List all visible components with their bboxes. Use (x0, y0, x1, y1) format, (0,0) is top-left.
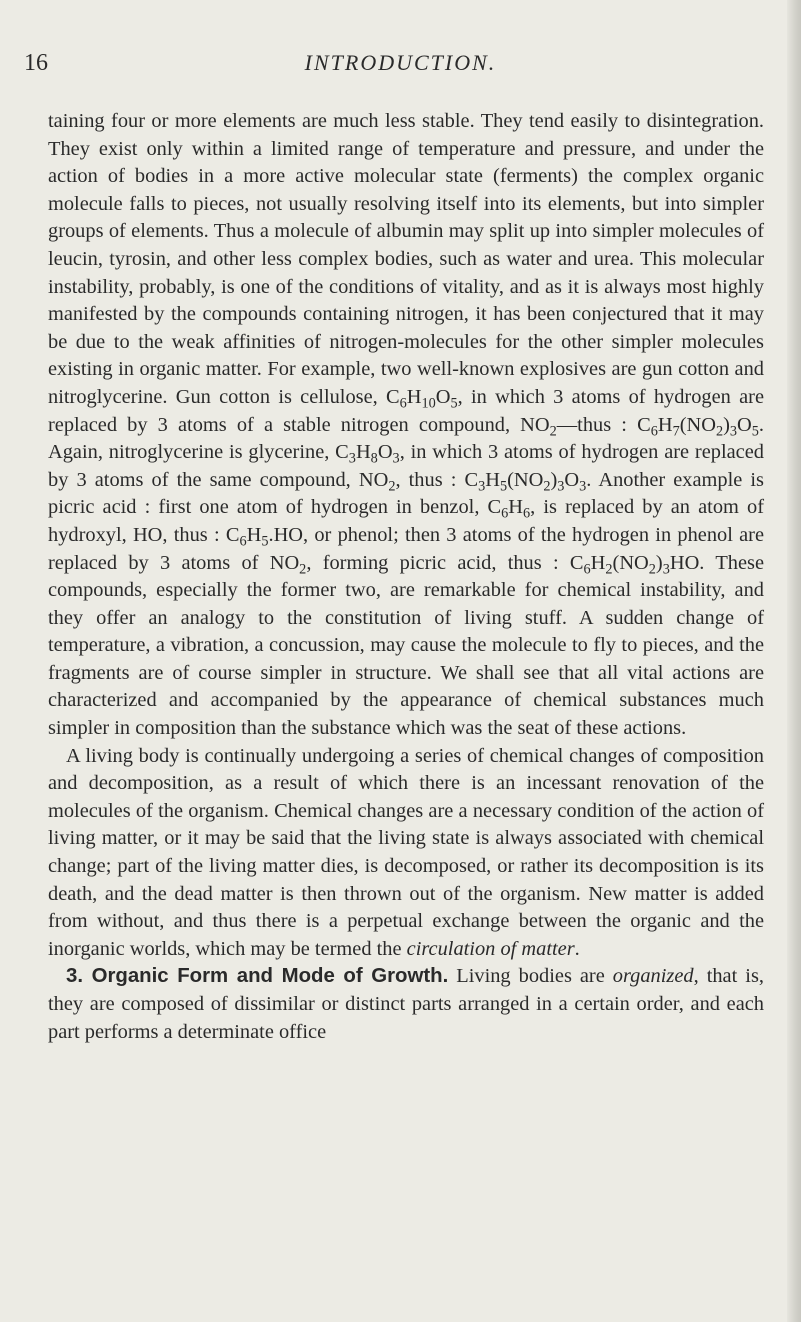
text-run: HO. These compounds, especially the former two, are remarkable for chemical instability, and they offer an analogy to the constitution of living stuff. A sudden change of temperature, a vibration, a concussion, may cause the molecule to fly to pieces, and the fragments are of course simpler in structure. We shall see that all vital actions are characterized and accompanied by the appearance of chemical substances much simpler in composition than the substance which was the seat of these actions. (48, 551, 765, 740)
subscript: 2 (299, 560, 307, 577)
subscript: 7 (672, 422, 680, 439)
text-run: H (246, 523, 262, 546)
text-run: , thus : C (395, 468, 479, 491)
subscript: 10 (421, 395, 436, 412)
subscript: 6 (239, 533, 247, 550)
paragraph (48, 108, 764, 743)
text-run: ) (550, 468, 558, 491)
subscript: 2 (715, 422, 724, 439)
subscript: 2 (543, 478, 551, 494)
text-run: H (590, 551, 606, 574)
text-run: ) (723, 413, 730, 436)
text-run: H (485, 468, 500, 491)
subscript: 6 (523, 505, 531, 522)
body-text (48, 108, 764, 1046)
text-run: ) (655, 551, 663, 574)
text-run: . Another example is picric acid : first one atom of hydrogen in benzol, C (48, 468, 764, 519)
subscript: 5 (499, 478, 508, 494)
subscript: 6 (583, 560, 591, 577)
subscript: 5 (261, 533, 269, 550)
text-run: . Again, nitroglycerine is glycerine, C (48, 413, 765, 464)
text-run: (NO (612, 551, 649, 574)
italic-text: circulation of matter (406, 937, 575, 960)
subscript: 3 (579, 478, 587, 494)
text-run: , that is, they are composed of dissimilar or distinct parts arranged in a certain order, and each part performs a determinate office (48, 965, 764, 1043)
subscript: 3 (348, 450, 356, 467)
text-run: H (508, 496, 524, 519)
text-run: O (435, 385, 451, 408)
subscript: 2 (648, 560, 656, 577)
running-head: INTRODUCTION. (304, 50, 497, 75)
text-run: O (737, 413, 752, 436)
italic-text: organized (612, 965, 694, 988)
text-run: O (377, 441, 393, 464)
section-heading: 3. Organic Form and Mode of Growth. (66, 965, 449, 988)
subscript: 5 (751, 422, 759, 439)
subscript: 6 (501, 505, 509, 522)
subscript: 5 (450, 395, 458, 412)
text-run: (NO (507, 468, 544, 491)
text-run: . (574, 937, 580, 960)
subscript: 3 (729, 422, 738, 439)
text-run: , forming picric acid, thus : C (306, 551, 584, 574)
page-edge-shadow (787, 0, 801, 1322)
text-run: H (406, 385, 422, 408)
subscript: 3 (662, 560, 670, 577)
text-run: , in which 3 atoms of hydrogen are replaced by 3 atoms of the same compound, NO (48, 441, 764, 491)
paragraph (48, 743, 764, 964)
text-run: taining four or more elements are much less stable. They tend easily to disintegration. They exist only within a limited range of temperature and pressure, and under the action of bodies in a more active molecular state (ferments) the complex organic molecule falls to pieces, not usually resolving itself into its elements, but into simpler groups of elements. Thus a molecule of albumin may split up into simpler molecules of leucin, tyrosin, and other less complex bodies, such as water and urea. This molecular instability, probably, is one of the conditions of vitality, and as it is always most highly manifested by the compounds containing nitrogen, it has been conjectured that it may be due to the weak affinities of nitrogen-molecules for the other simpler molecules existing in organic matter. For example, two well-known explosives are gun cotton and nitroglycerine. Gun cotton is cellulose, C (48, 110, 764, 408)
text-run: H (657, 413, 673, 436)
text-run: H (355, 441, 371, 464)
text-run: O (564, 468, 580, 491)
subscript: 6 (399, 395, 407, 412)
subscript: 3 (478, 478, 486, 494)
subscript: 2 (388, 478, 396, 494)
subscript: 3 (392, 450, 400, 467)
text-run: —thus : C (556, 413, 651, 436)
text-run: , is replaced by an atom of hydroxyl, HO, thus : C (48, 496, 764, 546)
page-number: 16 (24, 50, 48, 76)
subscript: 8 (370, 450, 378, 467)
subscript: 2 (605, 560, 613, 577)
text-run: (NO (679, 413, 716, 436)
subscript: 2 (549, 422, 557, 439)
text-run: , in which 3 atoms of hydrogen are replaced by 3 atoms of a stable nitrogen compound, NO (48, 385, 765, 436)
subscript: 3 (557, 478, 565, 494)
paragraph (48, 963, 764, 1046)
subscript: 6 (650, 422, 658, 439)
text-run: A living body is continually undergoing a series of chemical changes of composition and decomposition, as a result of which there is an incessant renovation of the molecules of the organism. Chemical changes are a necessary condition of the action of living matter, or it may be said that the living state is always associated with chemical change; part of the living matter dies, is decomposed, or rather its decomposition is its death, and the dead matter is then thrown out of the organism. New matter is added from without, and thus there is a perpetual exchange between the organic and the inorganic worlds, which may be termed the (48, 744, 764, 960)
text-run: .HO, or phenol; then 3 atoms of the hydrogen in phenol are replaced by 3 atoms of NO (48, 523, 764, 574)
text-run: Living bodies are (448, 965, 613, 988)
